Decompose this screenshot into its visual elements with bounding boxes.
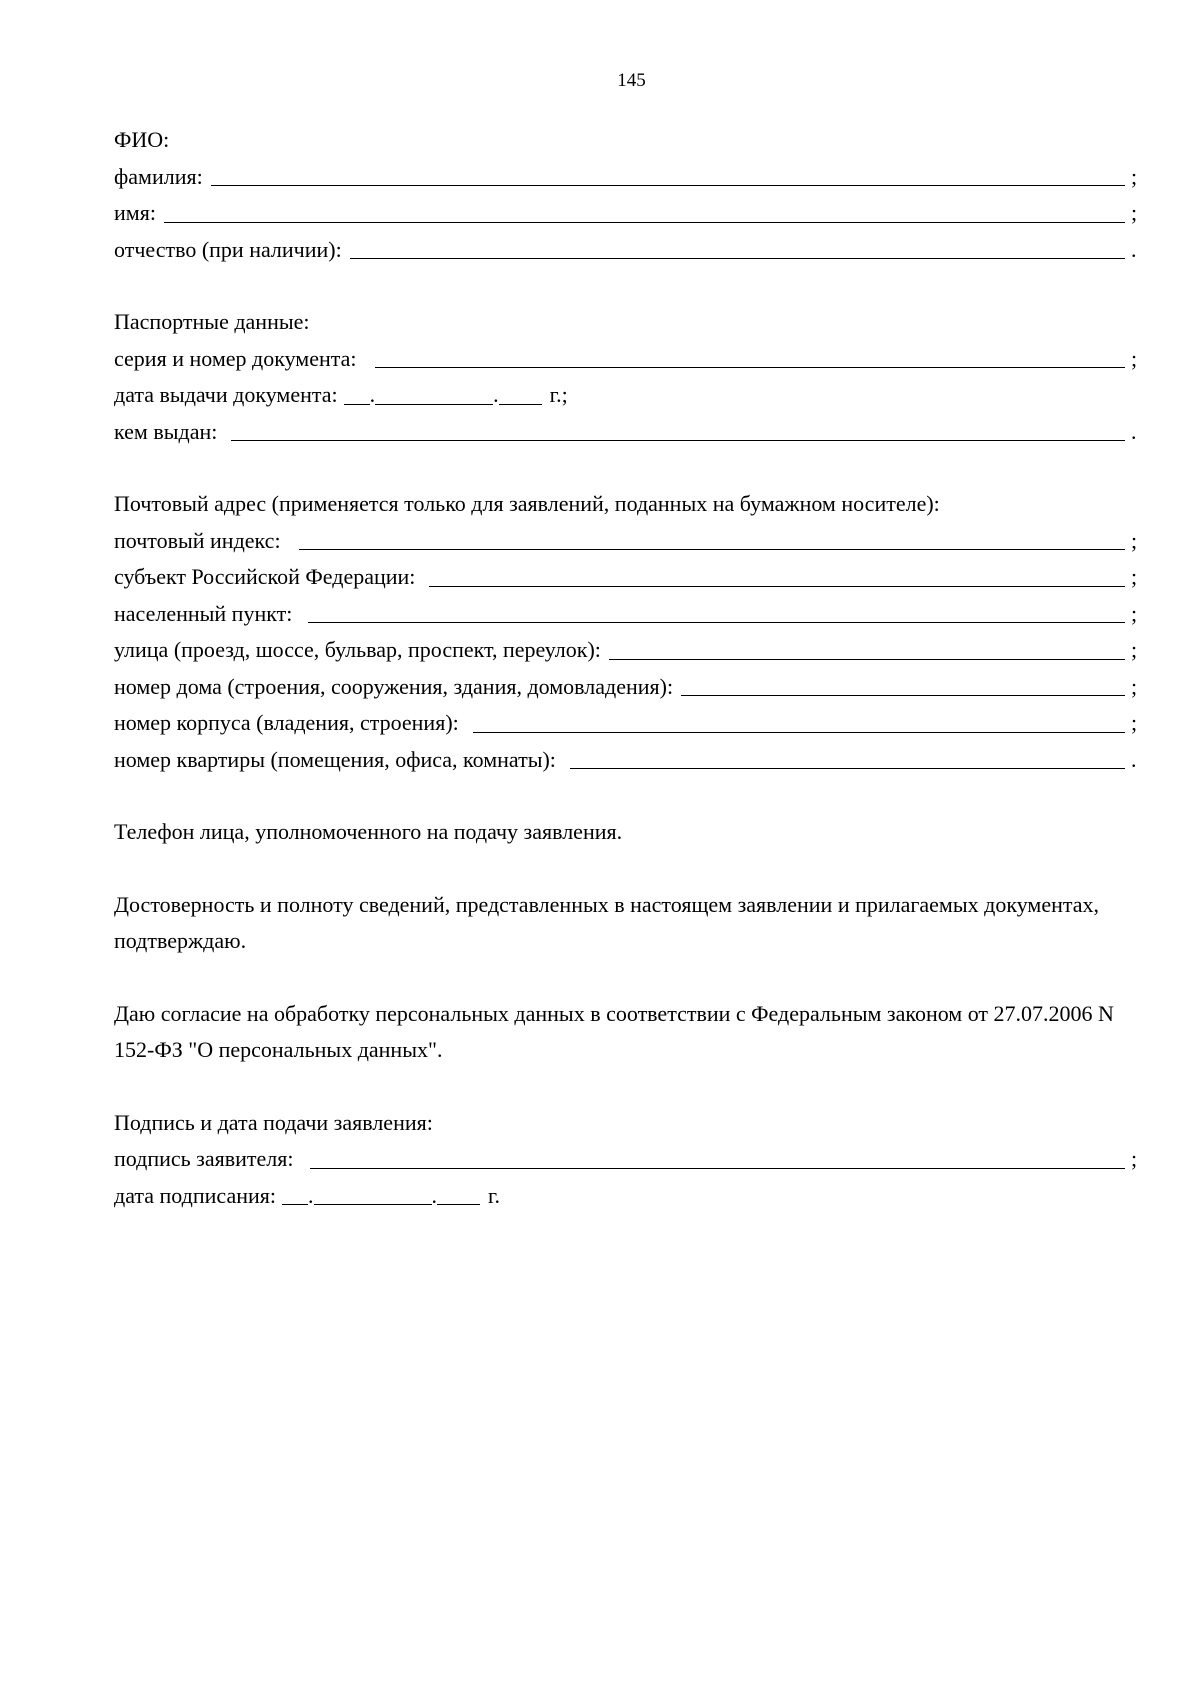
- issued-by-field[interactable]: [231, 418, 1125, 441]
- house-field[interactable]: [681, 673, 1125, 696]
- apartment-label: номер квартиры (помещения, офиса, комнаты):: [114, 746, 556, 772]
- surname-field[interactable]: [211, 163, 1125, 186]
- signing-year-field[interactable]: [437, 1182, 480, 1205]
- street-row: [114, 632, 1139, 669]
- signature-label: подпись заявителя:: [114, 1146, 294, 1171]
- application-form: [114, 122, 1139, 1214]
- locality-field[interactable]: [308, 600, 1125, 623]
- spacer: [114, 778, 1139, 814]
- name-label: имя:: [114, 200, 156, 225]
- patronymic-field[interactable]: [350, 236, 1125, 259]
- address-heading: Почтовый адрес (применяется только для заявлений, поданных на бумажном носителе):: [114, 491, 940, 516]
- locality-terminator: ;: [1131, 600, 1138, 626]
- surname-label: фамилия:: [114, 163, 203, 189]
- locality-label: населенный пункт:: [114, 600, 293, 626]
- confirmation-text: Достоверность и полноту сведений, представленных в настоящем заявлении и прилагаемых документах, подтверждаю.: [114, 891, 1100, 953]
- name-terminator: ;: [1131, 200, 1138, 225]
- passport-heading: Паспортные данные:: [114, 309, 310, 334]
- signing-month-field[interactable]: [314, 1182, 432, 1205]
- apartment-field[interactable]: [570, 746, 1125, 769]
- surname-terminator: ;: [1131, 163, 1138, 189]
- postal-code-field[interactable]: [299, 527, 1125, 550]
- name-field[interactable]: [164, 200, 1125, 223]
- signature-terminator: ;: [1131, 1146, 1138, 1171]
- postal-code-row: [114, 523, 1139, 560]
- building-field[interactable]: [473, 710, 1125, 733]
- street-field[interactable]: [609, 637, 1125, 660]
- phone-text: Телефон лица, уполномоченного на подачу заявления.: [114, 819, 623, 844]
- patronymic-terminator: .: [1131, 236, 1137, 262]
- spacer: [114, 960, 1139, 996]
- region-label: субъект Российской Федерации:: [114, 564, 416, 589]
- document-number-row: [114, 341, 1139, 378]
- street-label: улица (проезд, шоссе, бульвар, проспект, переулок):: [114, 637, 601, 662]
- building-row: [114, 705, 1139, 742]
- issued-by-row: [114, 414, 1139, 451]
- fio-heading: ФИО:: [114, 127, 170, 152]
- house-row: [114, 669, 1139, 706]
- signature-field[interactable]: [310, 1146, 1125, 1169]
- issue-date-dot-2: .: [493, 382, 499, 407]
- signing-date-row: [114, 1178, 1139, 1215]
- issue-year-field[interactable]: [499, 382, 542, 405]
- issue-date-dot: .: [369, 382, 376, 407]
- apartment-row: [114, 742, 1139, 779]
- spacer: [114, 1069, 1139, 1105]
- signing-date-suffix: г.: [488, 1182, 501, 1208]
- postal-code-label: почтовый индекс:: [114, 527, 281, 553]
- patronymic-label: отчество (при наличии):: [114, 236, 342, 262]
- locality-row: [114, 596, 1139, 633]
- name-row: [114, 195, 1139, 232]
- region-terminator: ;: [1131, 564, 1138, 589]
- issued-by-label: кем выдан:: [114, 418, 218, 444]
- signature-heading: Подпись и дата подачи заявления:: [114, 1109, 433, 1135]
- spacer: [114, 268, 1139, 304]
- signing-date-label: дата подписания:: [114, 1182, 276, 1208]
- street-terminator: ;: [1131, 637, 1138, 662]
- document-number-label: серия и номер документа:: [114, 345, 357, 371]
- building-label: номер корпуса (владения, строения):: [114, 710, 459, 735]
- postal-code-terminator: ;: [1131, 527, 1138, 553]
- issue-date-label: дата выдачи документа:: [114, 382, 338, 407]
- signature-row: [114, 1141, 1139, 1178]
- document-number-field[interactable]: [375, 345, 1125, 368]
- document-number-terminator: ;: [1131, 345, 1138, 371]
- region-row: [114, 559, 1139, 596]
- signing-date-dot-2: .: [431, 1182, 437, 1208]
- page-number: 145: [617, 70, 646, 91]
- signing-date-dot: .: [308, 1182, 314, 1208]
- issue-date-suffix: г.;: [549, 382, 568, 407]
- spacer: [114, 450, 1139, 486]
- patronymic-row: [114, 232, 1139, 269]
- house-label: номер дома (строения, сооружения, здания, домовладения):: [114, 673, 674, 699]
- issue-day-field[interactable]: [344, 382, 370, 405]
- apartment-terminator: .: [1131, 746, 1137, 772]
- house-terminator: ;: [1131, 673, 1138, 699]
- issue-month-field[interactable]: [375, 382, 493, 405]
- surname-row: [114, 159, 1139, 196]
- region-field[interactable]: [429, 564, 1125, 587]
- issued-by-terminator: .: [1131, 418, 1137, 444]
- signing-day-field[interactable]: [282, 1182, 308, 1205]
- consent-text: Даю согласие на обработку персональных данных в соответствии с Федеральным законом от 27.07.2006 N 152-ФЗ "О персональных данных".: [114, 1000, 1114, 1062]
- building-terminator: ;: [1131, 710, 1138, 735]
- spacer: [114, 851, 1139, 887]
- issue-date-row: [114, 377, 1139, 414]
